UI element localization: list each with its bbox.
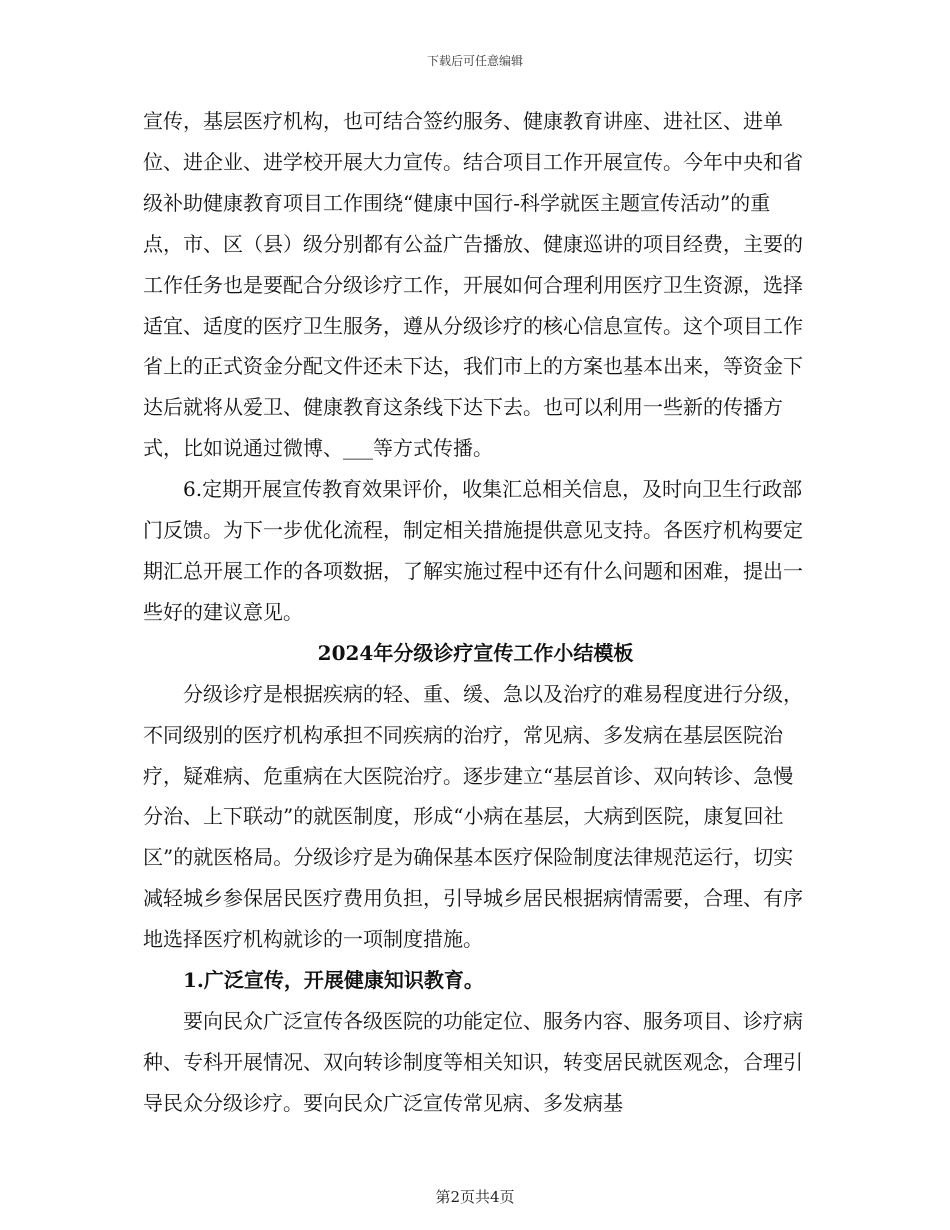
section-heading: 1.广泛宣传，开展健康知识教育。 (183, 968, 484, 993)
body-paragraph: 宣传，基层医疗机构，也可结合签约服务、健康教育讲座、进社区、进单位、进企业、进学校开展大力宣传。结合项目工作开展宣传。今年中央和省级补助健康教育项目工作围绕“健康中国行-科学就医主题宣传活动”的重点，市、区（县）级分别都有公益广告播放、健康巡讲的项目经费，主要的工作任务也是要配合分级诊疗工作，开展如何合理利用医疗卫生资源，选择适宜、适度的医疗卫生服务，遵从分级诊疗的核心信息宣传。这个项目工作省上的正式资金分配文件还未下达，我们市上的方案也基本出来，等资金下达后就将从爱卫、健康教育这条线下达下去。也可以利用一些新的传播方式，比如说通过微博、___等方式传播。 (143, 109, 803, 461)
document-body (143, 101, 808, 1124)
page-number: 第2页共4页 (435, 1188, 515, 1206)
body-paragraph: 分级诊疗是根据疾病的轻、重、缓、急以及治疗的难易程度进行分级，不同级别的医疗机构承担不同疾病的治疗，常见病、多发病在基层医院治疗，疑难病、危重病在大医院治疗。逐步建立“基层首诊、双向转诊、急慢分治、上下联动”的就医制度，形成“小病在基层，大病到医院，康复回社区”的就医格局。分级诊疗是为确保基本医疗保险制度法律规范运行，切实减轻城乡参保居民医疗费用负担，引导城乡居民根据病情需要，合理、有序地选择医疗机构就诊的一项制度措施。 (143, 681, 803, 952)
page-header: 下载后可任意编辑 (426, 54, 523, 68)
body-paragraph: 要向民众广泛宣传各级医院的功能定位、服务内容、服务项目、诊疗病种、专科开展情况、双向转诊制度等相关知识，转变居民就医观念，合理引导民众分级诊疗。要向民众广泛宣传常见病、多发病基 (143, 1008, 803, 1115)
body-paragraph: 6.定期开展宣传教育效果评价，收集汇总相关信息，及时向卫生行政部门反馈。为下一步优化流程，制定相关措施提供意见支持。各医疗机构要定期汇总开展工作的各项数据，了解实施过程中还有什么问题和困难，提出一些好的建议意见。 (143, 477, 803, 624)
section-title: 2024年分级诊疗宣传工作小结模板 (317, 640, 634, 665)
